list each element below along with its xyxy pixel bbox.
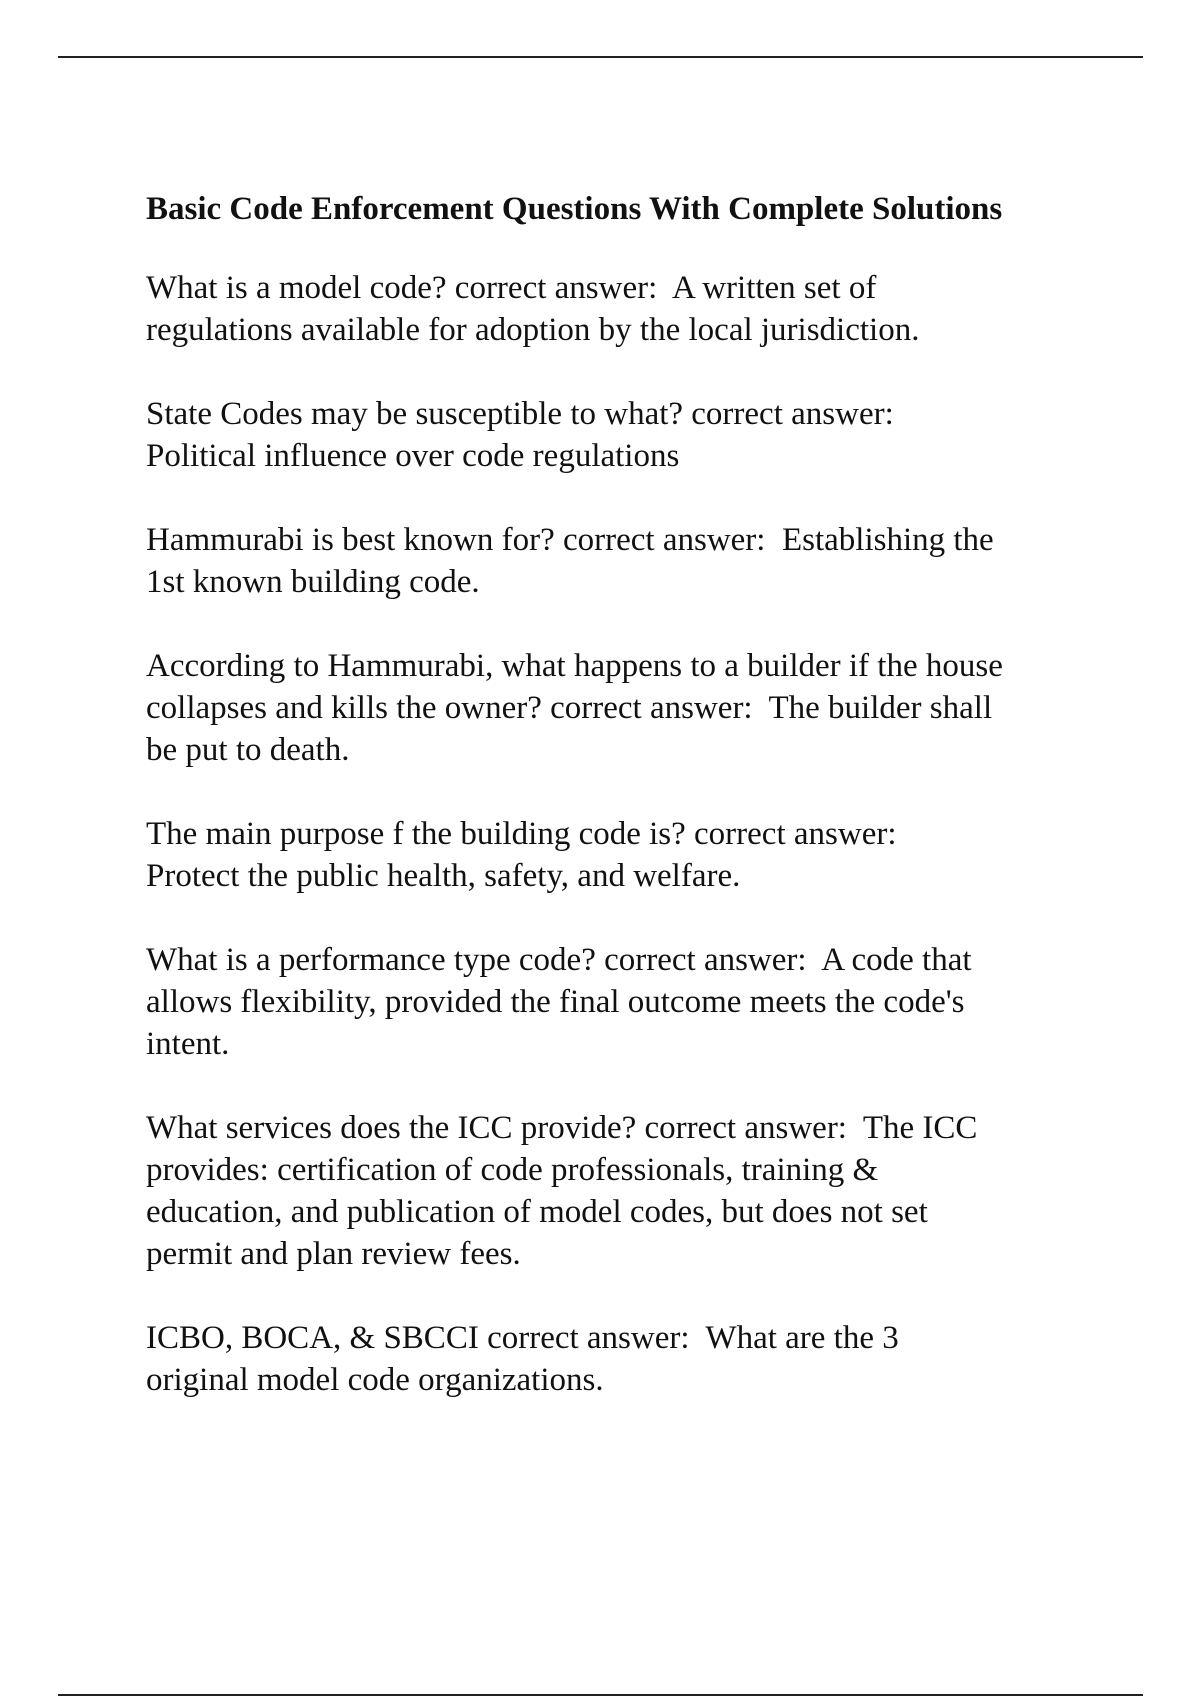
- qa-line: allows flexibility, provided the final outcome meets the code's: [146, 984, 965, 1020]
- qa-list: [146, 267, 1106, 1401]
- document-body: [146, 188, 1106, 1443]
- qa-line: 1st known building code.: [146, 564, 480, 600]
- qa-line: permit and plan review fees.: [146, 1236, 521, 1272]
- qa-item: [146, 1107, 1106, 1275]
- qa-line: Political influence over code regulations: [146, 438, 680, 474]
- qa-line: be put to death.: [146, 732, 350, 768]
- qa-line: What is a model code? correct answer: A written set of: [146, 270, 877, 306]
- qa-line: The main purpose f the building code is? correct answer:: [146, 816, 897, 852]
- qa-line: Hammurabi is best known for? correct answer: Establishing the: [146, 522, 994, 558]
- qa-line: intent.: [146, 1026, 230, 1062]
- qa-item: [146, 393, 1106, 477]
- qa-line: collapses and kills the owner? correct answer: The builder shall: [146, 690, 993, 726]
- qa-item: [146, 645, 1106, 771]
- qa-item: [146, 813, 1106, 897]
- qa-line: education, and publication of model codes, but does not set: [146, 1194, 928, 1230]
- document-title: Basic Code Enforcement Questions With Complete Solutions: [146, 191, 1003, 227]
- qa-line: provides: certification of code professionals, training &: [146, 1152, 879, 1188]
- qa-line: What is a performance type code? correct answer: A code that: [146, 942, 972, 978]
- qa-item: [146, 939, 1106, 1065]
- qa-item: [146, 1317, 1106, 1401]
- top-rule: [58, 56, 1143, 58]
- qa-line: State Codes may be susceptible to what? correct answer:: [146, 396, 894, 432]
- qa-line: regulations available for adoption by the local jurisdiction.: [146, 312, 920, 348]
- qa-line: According to Hammurabi, what happens to a builder if the house: [146, 648, 1003, 684]
- qa-line: Protect the public health, safety, and welfare.: [146, 858, 741, 894]
- qa-line: original model code organizations.: [146, 1362, 604, 1398]
- qa-item: [146, 267, 1106, 351]
- bottom-rule: [58, 1694, 1143, 1696]
- qa-line: What services does the ICC provide? correct answer: The ICC: [146, 1110, 978, 1146]
- qa-line: ICBO, BOCA, & SBCCI correct answer: What are the 3: [146, 1320, 899, 1356]
- qa-item: [146, 519, 1106, 603]
